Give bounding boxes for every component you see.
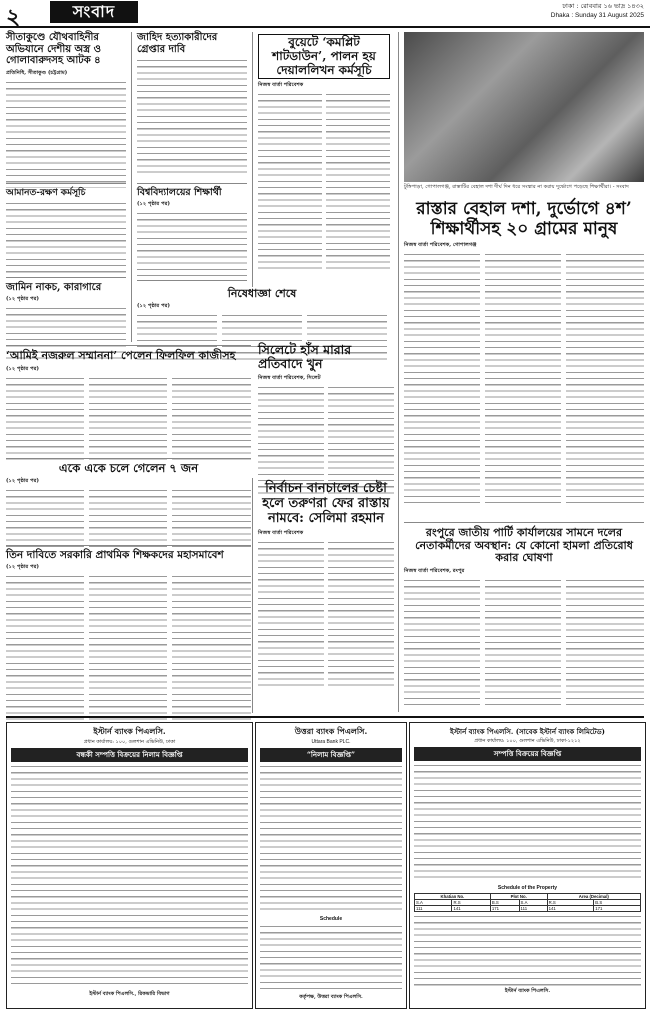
body-sylhet-col1 [258, 385, 324, 497]
headline-election: নির্বাচন বানচালের চেষ্টা হলে তরুণরা ফের রাস্তায় নামবে: সেলিমা রহমান [262, 481, 390, 526]
article-election [258, 482, 394, 690]
table-cell: S.A [519, 900, 547, 906]
headline-roads: রাস্তার বেহাল দশা, দুর্ভোগে ৪শ’ শিক্ষার্থীসহ ২০ গ্রামের মানুষ [416, 199, 632, 239]
body-university [137, 211, 247, 277]
table-header: Khatian No. [415, 894, 491, 900]
table-cell: 111 [415, 906, 452, 912]
byline-election: নিজস্ব বার্তা পরিবেশক [258, 529, 304, 536]
body-amanat [6, 201, 126, 275]
article-roads [404, 200, 644, 508]
body-nazrul-col2 [89, 376, 167, 462]
byline-buet: নিজস্ব বার্তা পরিবেশক [258, 82, 304, 89]
column-rule [398, 32, 399, 712]
body-seven-col2 [89, 488, 167, 548]
ad3-body [414, 763, 641, 883]
article-university [137, 188, 247, 277]
ad2-bank-name: উত্তরা ব্যাংক পিএলসি. [294, 726, 368, 736]
table-cell: R.S [452, 900, 490, 906]
ad3-address: প্রধান কার্যালয়: ১০০, গুলশান এভিনিউ, ঢাকা-১২১২ [474, 738, 581, 744]
article-zahid [137, 32, 247, 178]
ad2-banner: “নিলাম বিজ্ঞপ্তি” [260, 748, 402, 762]
column-rule [252, 478, 253, 713]
body-election [258, 540, 394, 690]
byline-sylhet: নিজস্ব বার্তা পরিবেশক, সিলেট [258, 374, 321, 381]
table-cell: B.S [594, 900, 641, 906]
ad3-footer: ইস্টার্ন ব্যাংক পিএলসি. [504, 988, 551, 994]
article-seven [6, 462, 251, 548]
ad-eastern-bank-1 [6, 722, 253, 1009]
body-teachers-col1 [6, 574, 84, 722]
body-teachers [6, 574, 251, 722]
body-buet-col2 [326, 92, 390, 270]
ad-uttara-bank [255, 722, 407, 1009]
body-nazrul-col1 [6, 376, 84, 462]
page-number: ২ [6, 4, 21, 30]
body-seven-col1 [6, 488, 84, 548]
body-sylhet-col2 [328, 385, 394, 497]
ad-eastern-bank-2 [409, 722, 646, 1009]
body-rangpur-col3 [566, 578, 644, 710]
ad2-schedule-body [260, 924, 402, 992]
divider [6, 183, 126, 184]
byline-roads: নিজস্ব বার্তা পরিবেশক, গোপালগঞ্জ [404, 242, 477, 249]
table-header: Plot No. [490, 894, 547, 900]
table-cell: 141 [452, 906, 490, 912]
divider [137, 280, 247, 281]
headline-sylhet: সিলেটে হাঁস মারার প্রতিবাদে খুন [258, 342, 352, 372]
headline-zahid: জাহিদ হত্যাকারীদের গ্রেপ্তার দাবি [137, 32, 218, 55]
ad1-banner: বন্ধকী সম্পত্তি বিক্রয়ের নিলাম বিজ্ঞপ্তি [11, 748, 248, 762]
ad2-schedule-title: Schedule [319, 915, 343, 922]
headline-bail: জামিন নাকচ, কারাগারে [6, 282, 102, 293]
headline-seven: একে একে চলে গেলেন ৭ জন [58, 461, 199, 475]
body-election-col2 [328, 540, 394, 690]
headline-teachers: তিন দাবিতে সরকারি প্রাথমিক শিক্ষকদের মহাসমাবেশ [6, 549, 224, 561]
ad3-footer-body [414, 914, 641, 986]
article-sylhet [258, 343, 394, 497]
road-photo-caption: টুঙ্গিপাড়া, গোপালগঞ্জ, রাস্তাটির বেহাল দশা দীর্ঘ দিন ধরে সংস্কার না করায় দুর্ভোগে পড়েছে শিক্ষার্থীরা। - সংবাদ [404, 184, 629, 190]
ad3-banner: সম্পত্তি বিক্রয়ের বিজ্ঞপ্তি [414, 747, 641, 761]
ad3-bank-name: ইস্টার্ন ব্যাংক পিএলসি. (সাবেক ইস্টার্ন ব্যাংক লিমিটেড) [450, 727, 605, 736]
ad1-footer: ইস্টার্ন ব্যাংক পিএলসি., রিকভারি বিভাগ [89, 990, 170, 997]
body-sylhet [258, 385, 394, 497]
body-teachers-col3 [172, 574, 251, 722]
body-rangpur [404, 578, 644, 710]
body-rangpur-col2 [485, 578, 561, 710]
byline-university: (১২ পৃষ্ঠার পর) [137, 200, 170, 207]
dateline-en: Dhaka : Sunday 31 August 2025 [550, 12, 644, 19]
column-rule [131, 32, 132, 342]
body-roads [404, 252, 644, 508]
divider [6, 277, 126, 278]
byline-teachers: (১২ পৃষ্ঠার পর) [6, 564, 39, 571]
body-teachers-col2 [89, 574, 167, 722]
road-photo [404, 32, 644, 182]
body-buet [258, 92, 390, 270]
byline-rangpur: নিজস্ব বার্তা পরিবেশক, রংপুর [404, 567, 465, 574]
dateline [551, 2, 644, 20]
article-nazrul [6, 350, 251, 462]
body-seven-col3 [172, 488, 251, 548]
ad3-schedule-title: Schedule of the Property [497, 884, 558, 891]
ad1-bank-name: ইস্টার্ন ব্যাংক পিএলসি. [93, 726, 166, 736]
ads-divider [6, 716, 644, 718]
body-roads-col3 [566, 252, 644, 508]
body-seven [6, 488, 251, 548]
table-cell: R.S [547, 900, 594, 906]
divider [6, 345, 251, 346]
ad2-body [260, 764, 402, 914]
headline-amanat: আমানত-রক্ষণ কর্মসূচি [6, 188, 86, 198]
body-nazrul-col3 [172, 376, 251, 462]
table-cell: 171 [594, 906, 641, 912]
body-election-col1 [258, 540, 324, 690]
article-teachers [6, 549, 251, 722]
table-cell: 141 [547, 906, 594, 912]
body-buet-col1 [258, 92, 322, 270]
byline-bail: (১২ পৃষ্ঠার পর) [6, 295, 39, 302]
body-sitakunda [6, 80, 126, 188]
divider [6, 545, 251, 546]
ad1-body [11, 764, 248, 989]
body-zahid [137, 58, 247, 178]
ad1-address: প্রধান কার্যালয়: ১০০, গুলশান এভিনিউ, ঢাকা [83, 739, 176, 745]
headline-ban: নিষেধাজ্ঞা শেষে [227, 287, 297, 300]
headline-box-buet [258, 34, 390, 79]
headline-nazrul: ‘আমিই নজরুল সম্মাননা’ পেলেন ফিলফিল কাজীসহ [6, 349, 236, 362]
dateline-bn: ঢাকা : রোববার ১৬ ভাদ্র ১৪৩২ [562, 2, 644, 10]
divider [6, 458, 251, 459]
table-header: Area (Decimal) [547, 894, 640, 900]
table-row [415, 906, 641, 912]
body-nazrul [6, 376, 251, 462]
headline-buet: বুয়েটে ‘কমপ্লিট শাটডাউন’, পালন হয় দেয়াললিখন কর্মসূচি [272, 35, 376, 77]
byline-ban: (১২ পৃষ্ঠার পর) [137, 302, 170, 309]
ad2-bank-name-en: Uttara Bank PLC. [311, 739, 351, 745]
article-buet [258, 34, 390, 270]
ad2-footer: কর্তৃপক্ষ, উত্তরা ব্যাংক পিএলসি. [299, 994, 363, 1000]
article-rangpur [404, 527, 644, 710]
byline-nazrul: (১২ পৃষ্ঠার পর) [6, 365, 39, 372]
divider [137, 183, 247, 184]
ad3-schedule-table [414, 893, 641, 912]
headline-university: বিশ্ববিদ্যালয়ের শিক্ষার্থী [137, 187, 222, 198]
byline-sitakunda: প্রতিনিধি, সীতাকুণ্ড (চট্টগ্রাম) [6, 69, 68, 76]
headline-sitakunda: সীতাকুণ্ডে যৌথবাহিনীর অভিযানে দেশীয় অস্ত্র ও গোলাবারুদসহ আটক ৪ [6, 32, 101, 66]
headline-rangpur: রংপুরে জাতীয় পার্টি কার্যালয়ের সামনে দলের নেতাকর্মীদের অবস্থান: যে কোনো হামলা প্রতিরোধ করার ঘোষণা [415, 526, 633, 565]
body-roads-col1 [404, 252, 480, 508]
column-rule [252, 32, 253, 287]
article-amanat [6, 188, 126, 275]
body-rangpur-col1 [404, 578, 480, 710]
byline-seven: (১২ পৃষ্ঠার পর) [6, 478, 39, 485]
table-cell: 111 [519, 906, 547, 912]
divider [404, 522, 644, 523]
table-cell: S.A [415, 900, 452, 906]
table-cell: B.S [490, 900, 519, 906]
article-sitakunda [6, 32, 126, 188]
newspaper-logo: সংবাদ [50, 1, 138, 23]
table-cell: 171 [490, 906, 519, 912]
body-roads-col2 [485, 252, 561, 508]
